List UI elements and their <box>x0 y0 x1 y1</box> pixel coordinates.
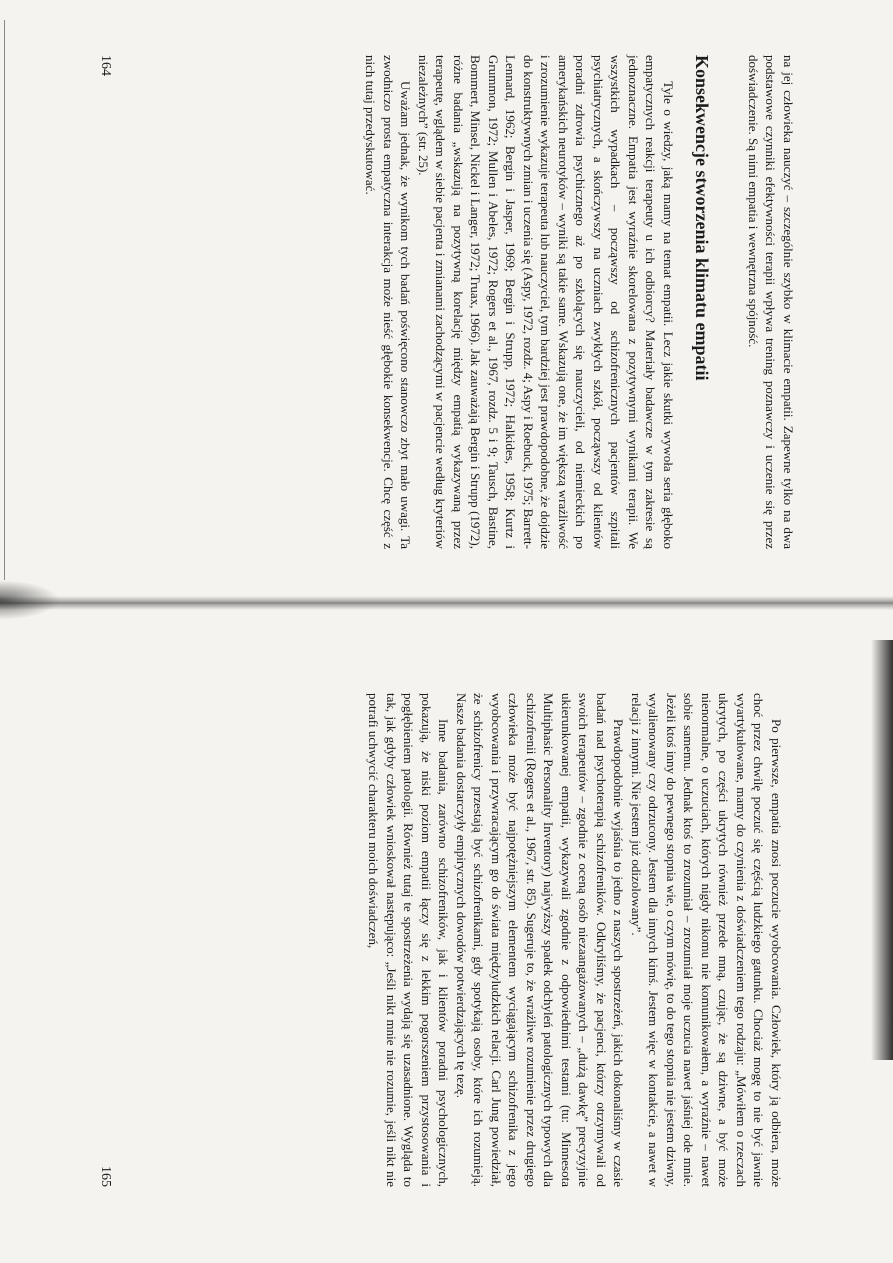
right-page <box>87 675 807 1205</box>
book-binding <box>0 596 893 610</box>
page-number: 164 <box>97 55 113 76</box>
binding-shadow <box>0 580 60 620</box>
paragraph: Inne badania, zarówno schizofreników, jak i klientów poradni psychologicznych, pokazują, że niski poziom empatii łączy się z lekkim pogorszeniem przystosowania i pogłębieniem patologii. Również tutaj te spostrzeżenia wydają się uzasadnione. Wygląda to tak, jak gdyby człowiek wnioskował następująco: „Jeśli nikt mnie nie rozumie, jeśli nikt nie potrafi uchwycić charakteru moich doświadczeń, <box>366 693 451 1187</box>
left-page <box>87 37 807 567</box>
paragraph: Po pierwsze, empatia znosi poczucie wyobcowania. Człowiek, który ją odbiera, może choć przez chwilę poczuć się częścią ludzkiego gatunku. Chociaż mogę to nie być jawnie wyartykułowane, mamy do czynienia z doświadczeniem tego rodzaju: „Mówiłem o rzeczach ukrytych, po części ukrytych również przede mną, czując, że są dziwne, a być może nienormalne, o uczuciach, których nigdy nikomu nie komunikowałem, a wyraźnie – nawet sobie samemu. Jednak ktoś to zrozumiał – zrozumiał moje uczucia nawet jaśniej ode mnie. Jeżeli ktoś inny do pewnego stopnia wie, o czym mówię, to do tego stopnia nie jestem dziwny, wyalienowany czy odrzucony. Jestem dla innych kimś. Jestem więc w kontakcie, a nawet w relacji z innymi. Nie jestem już odizolowany”. <box>628 693 784 1187</box>
intro-paragraph: na jej człowieka nauczyć – szczególnie szybko w klimacie empatii. Zapewne tylko na dwa podstawowe czynniki efektywności terapii wpływa trening poznawczy i uczenie się przez doświadczenie. Są nimi empatia i wewnętrzna spójność. <box>745 55 796 549</box>
page-number: 165 <box>97 1166 113 1187</box>
paragraph: Uważam jednak, że wynikom tych badań poświęcono stanowczo zbyt mało uwagi. Ta zwodniczo prosta empatyczna interakcja może nieść głębokie konsekwencje. Chcę część z nich tutaj przedyskutować. <box>363 55 413 549</box>
page-edge-shadow <box>871 640 893 1060</box>
scan-edge-line <box>4 20 5 580</box>
section-heading: Konsekwencje stworzenia klimatu empatii <box>692 55 712 381</box>
paragraph: Prawdopodobnie wyjaśnia to jedno z naszych spostrzeżeń, jakich dokonaliśmy w czasie badań nad psychoterapią schizofreników. Odkryliśmy, że pacjenci, którzy otrzymywali od swoich terapeutów – zgodnie z oceną osób niezaangażowanych – „dużą dawkę” precyzyjnie ukierunkowanej empatii, wykazywali zgodnie z odpowiednimi testami (tu: Minnesota Multiphasic Personality Inventory) najwyższy spadek odchyleń patologicznych typowych dla schizofrenii (Rogers et al., 1967, str. 85). Sugeruje to, że wrażliwe rozumienie przez drugiego człowieka może być najpotężniejszym elementem wyciągającym schizofrenika z jego wyobcowania i przywracającym go do świata międzyludzkich relacji. Carl Jung powiedział, że schizofrenicy przestają być schizofrenikami, gdy spotykają osoby, które ich rozumieją. Nasze badania dostarczyły empirycznych dowodów potwierdzających tę tezę. <box>453 693 626 1187</box>
paragraph: Tyle o wiedzy, jaką mamy na temat empatii. Lecz jakie skutki wywoła seria głęboko empatycznych reakcji terapeuty u ich odbiorcy? Materiały badawcze w tym zakresie są jednoznaczne. Empatia jest wyraźnie skorelowana z pozytywnymi wynikami terapii. We wszystkich wypadkach – począwszy od schizofrenicznych pacjentów szpitali psychiatrycznych, a skończywszy na uczniach zwykłych szkół, począwszy od klientów poradni zdrowia psychicznego aż po szkolących się nauczycieli, od niemieckich po amerykańskich neurotyków – wyniki są takie same. Wskazują one, że im większą wrażliwość i zrozumienie wykazuje terapeuta lub nauczyciel, tym bardziej jest prawdopodobne, że dojdzie do konstruktywnych zmian i uczenia się (Aspy, 1972, rozdz. 4; Aspy i Roebuck, 1975; Barrett-Lennard, 1962; Bergin i Jasper, 1969; Bergin i Strupp, 1972; Halkides, 1958; Kurtz i Grummon, 1972; Mullen i Abeles, 1972; Rogers et al., 1967, rozdz. 5 i 9; Tausch, Bastine, Bommert, Minsel, Nickel i Langer, 1972; Truax, 1966). Jak zauważają Bergin i Strupp (1972), różne badania „wskazują na pozytywną korelację między empatią wykazywaną przez terapeutę, wglądem w siebie pacjenta i zmianami zachodzącymi w pacjencie według kryteriów niezależnych” (str. 25). <box>415 55 676 549</box>
